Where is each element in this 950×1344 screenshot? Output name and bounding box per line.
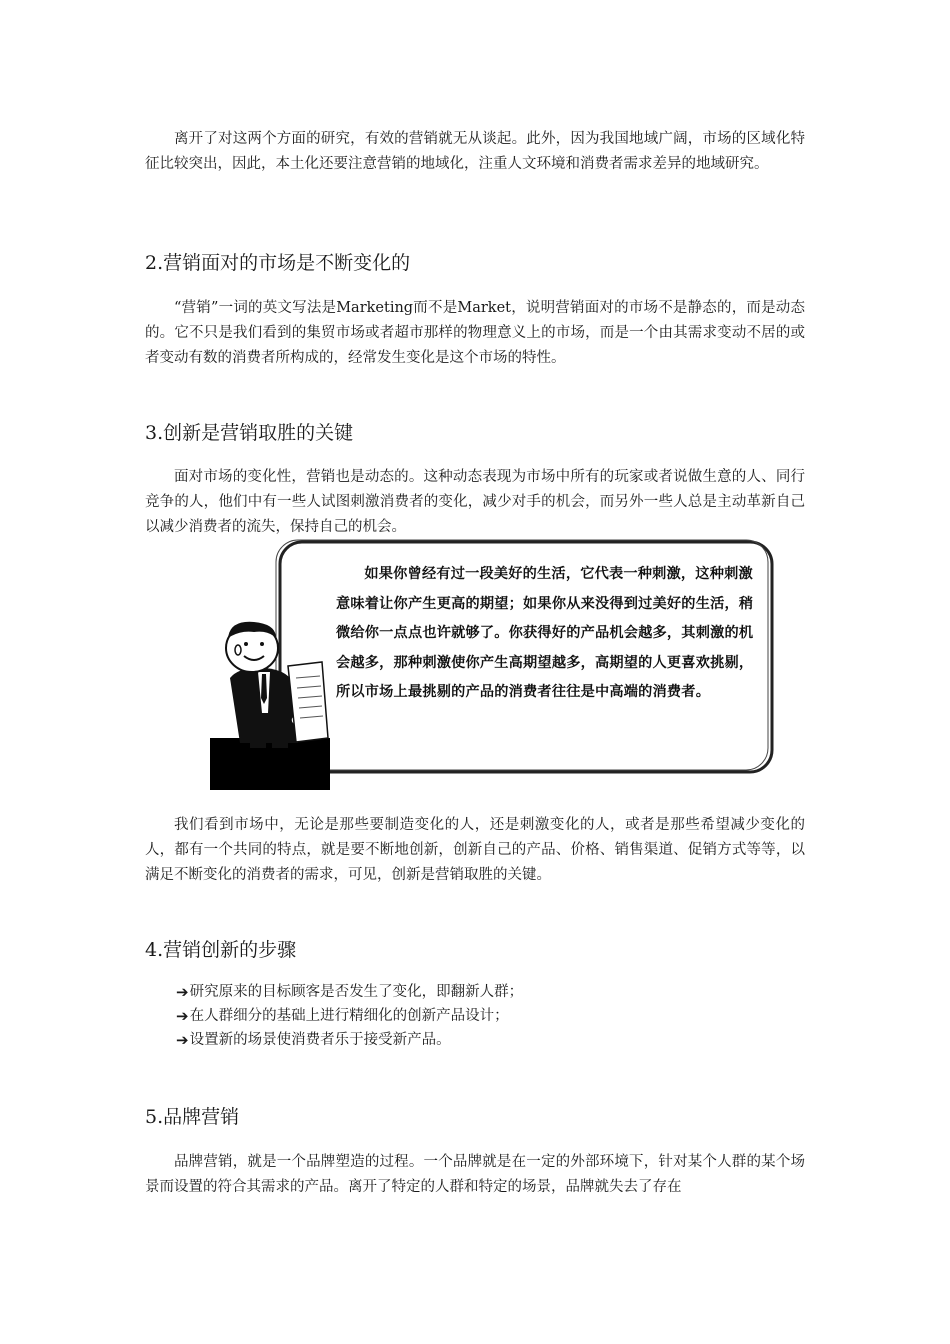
paragraph-innovation: 面对市场的变化性，营销也是动态的。这种动态表现为市场中所有的玩家或者说做生意的人、同行竞争的人，他们中有一些人试图刺激消费者的变化，减少对手的机会，而另外一些人总是主动革新自己以减少消费者的流失，保持自己的机会。	[145, 469, 805, 535]
paragraph-market-change: “营销”一词的英文写法是Marketing而不是Market，说明营销面对的市场不是静态的，而是动态的。它不只是我们看到的集贸市场或者超市那样的物理意义上的市场，而是一个由其需求变动不居的或者变动有数的消费者所构成的，经常发生变化是这个市场的特性。	[145, 300, 805, 366]
paragraph-innovation-conclusion: 我们看到市场中，无论是那些要制造变化的人，还是刺激变化的人，或者是那些希望减少变化的人，都有一个共同的特点，就是要不断地创新，创新自己的产品、价格、销售渠道、促销方式等等，以满足不断变化的消费者的需求，可见，创新是营销取胜的关键。	[145, 817, 805, 883]
callout-text: 如果你曾经有过一段美好的生活，它代表一种刺激，这种刺激意味着让你产生更高的期望；如果你从来没得到过美好的生活，稍微给你一点点也许就够了。你获得好的产品机会越多，其刺激的机会越多，那种刺激使你产生高期望越多，高期望的人更喜欢挑剔，所以市场上最挑剔的产品的消费者往往是中高端的消费者。	[336, 566, 754, 700]
heading-section-2: 2.营销面对的市场是不断变化的	[145, 252, 411, 274]
list-item: ➔ 研究原来的目标顾客是否发生了变化，即翻新人群；	[176, 980, 523, 1004]
paragraph-brand: 品牌营销，就是一个品牌塑造的过程。一个品牌就是在一定的外部环境下，针对某个人群的某个场景而设置的符合其需求的产品。离开了特定的人群和特定的场景，品牌就失去了存在	[145, 1154, 805, 1195]
arrow-right-icon: ➔	[176, 1007, 189, 1025]
paragraph-intro: 离开了对这两个方面的研究，有效的营销就无从谈起。此外，因为我国地域广阔，市场的区域化特征比较突出，因此，本土化还要注意营销的地域化，注重人文环境和消费者需求差异的地域研究。	[145, 131, 805, 172]
heading-section-3: 3.创新是营销取胜的关键	[145, 422, 354, 444]
arrow-right-icon: ➔	[176, 983, 189, 1001]
arrow-right-icon: ➔	[176, 1031, 189, 1049]
heading-section-5: 5.品牌营销	[145, 1106, 240, 1128]
heading-section-4: 4.营销创新的步骤	[145, 939, 297, 961]
list-item: ➔ 在人群细分的基础上进行精细化的创新产品设计；	[176, 1004, 523, 1028]
list-item: ➔ 设置新的场景使消费者乐于接受新产品。	[176, 1028, 523, 1052]
innovation-steps-list	[176, 980, 523, 1052]
